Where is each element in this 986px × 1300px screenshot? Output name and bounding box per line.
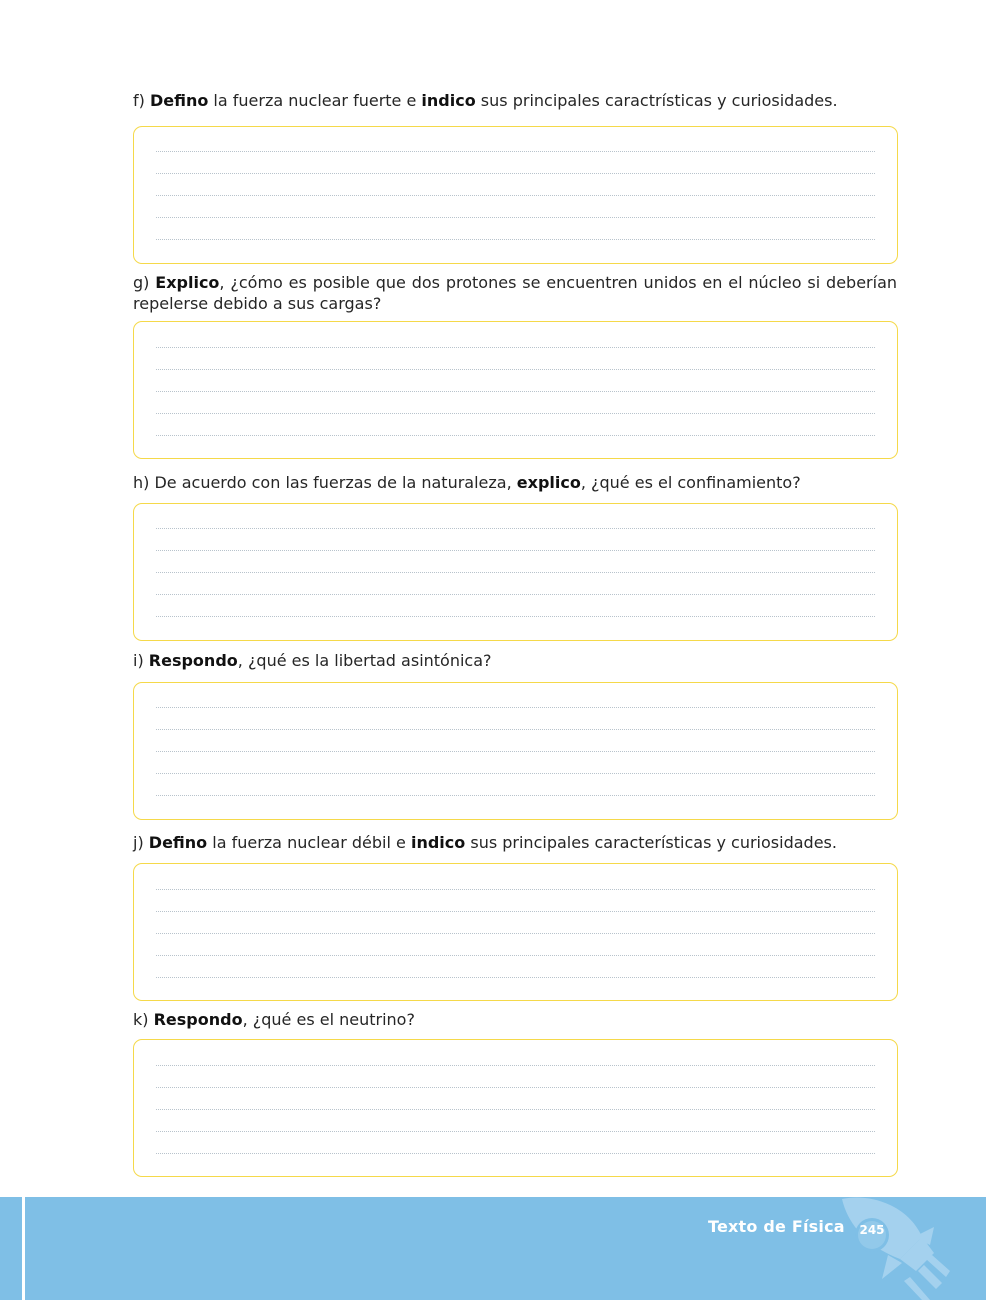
- answer-line: [156, 151, 875, 152]
- question-j-text-1: la fuerza nuclear débil e: [207, 833, 411, 852]
- answer-line: [156, 528, 875, 529]
- question-i-text-1: , ¿qué es la libertad asintónica?: [237, 651, 492, 670]
- answer-line: [156, 933, 875, 934]
- question-h: [133, 472, 897, 493]
- answer-line: [156, 751, 875, 752]
- question-f-text-1: la fuerza nuclear fuerte e: [208, 91, 422, 110]
- question-f-text-2: sus principales caractrísticas y curiosidades.: [475, 91, 838, 110]
- question-i-prefix: i): [133, 651, 149, 670]
- question-j: [133, 832, 897, 853]
- page-footer: [0, 1197, 986, 1300]
- question-k-text-1: , ¿qué es el neutrino?: [242, 1010, 415, 1029]
- answer-line: [156, 911, 875, 912]
- answer-line: [156, 195, 875, 196]
- answer-box-i[interactable]: [133, 682, 898, 820]
- answer-line: [156, 391, 875, 392]
- answer-line: [156, 707, 875, 708]
- answer-line: [156, 795, 875, 796]
- question-f-bold-2: indico: [421, 91, 476, 110]
- answer-line: [156, 173, 875, 174]
- footer-stripe: [22, 1197, 25, 1300]
- answer-line: [156, 1065, 875, 1066]
- question-h-prefix: h) De acuerdo con las fuerzas de la naturaleza,: [133, 473, 517, 492]
- answer-line: [156, 413, 875, 414]
- answer-line: [156, 955, 875, 956]
- answer-line: [156, 1109, 875, 1110]
- question-g-text-1: , ¿cómo es posible que dos protones se encuentren unidos en el núcleo si deberían repelerse debido a sus cargas?: [133, 273, 898, 313]
- answer-line: [156, 977, 875, 978]
- question-f-prefix: f): [133, 91, 150, 110]
- rocket-icon: [830, 1197, 986, 1300]
- question-f: [133, 90, 897, 111]
- question-g-bold-1: Explico: [155, 273, 220, 292]
- answer-line: [156, 1153, 875, 1154]
- question-i: [133, 650, 897, 671]
- answer-box-f[interactable]: [133, 126, 898, 264]
- question-f-bold-1: Defino: [149, 91, 209, 110]
- question-h-bold-1: explico: [516, 473, 581, 492]
- answer-line: [156, 616, 875, 617]
- answer-line: [156, 594, 875, 595]
- answer-line: [156, 369, 875, 370]
- question-g: [133, 272, 897, 314]
- answer-line: [156, 773, 875, 774]
- footer-book-title: Texto de Física: [708, 1217, 845, 1236]
- question-i-bold-1: Respondo: [148, 651, 238, 670]
- question-j-text-2: sus principales características y curiosidades.: [465, 833, 837, 852]
- question-g-prefix: g): [133, 273, 156, 292]
- answer-box-k[interactable]: [133, 1039, 898, 1177]
- answer-line: [156, 889, 875, 890]
- question-k: [133, 1009, 897, 1030]
- question-j-bold-2: indico: [410, 833, 466, 852]
- question-j-prefix: j): [133, 833, 149, 852]
- answer-line: [156, 239, 875, 240]
- answer-line: [156, 1131, 875, 1132]
- question-k-bold-1: Respondo: [153, 1010, 243, 1029]
- question-h-text-1: , ¿qué es el confinamiento?: [580, 473, 801, 492]
- answer-line: [156, 435, 875, 436]
- question-j-bold-1: Defino: [148, 833, 208, 852]
- question-k-prefix: k): [133, 1010, 154, 1029]
- answer-line: [156, 347, 875, 348]
- answer-line: [156, 1087, 875, 1088]
- answer-box-g[interactable]: [133, 321, 898, 459]
- answer-box-j[interactable]: [133, 863, 898, 1001]
- answer-line: [156, 550, 875, 551]
- answer-line: [156, 572, 875, 573]
- answer-line: [156, 217, 875, 218]
- page-number: 245: [859, 1223, 885, 1237]
- answer-line: [156, 729, 875, 730]
- answer-box-h[interactable]: [133, 503, 898, 641]
